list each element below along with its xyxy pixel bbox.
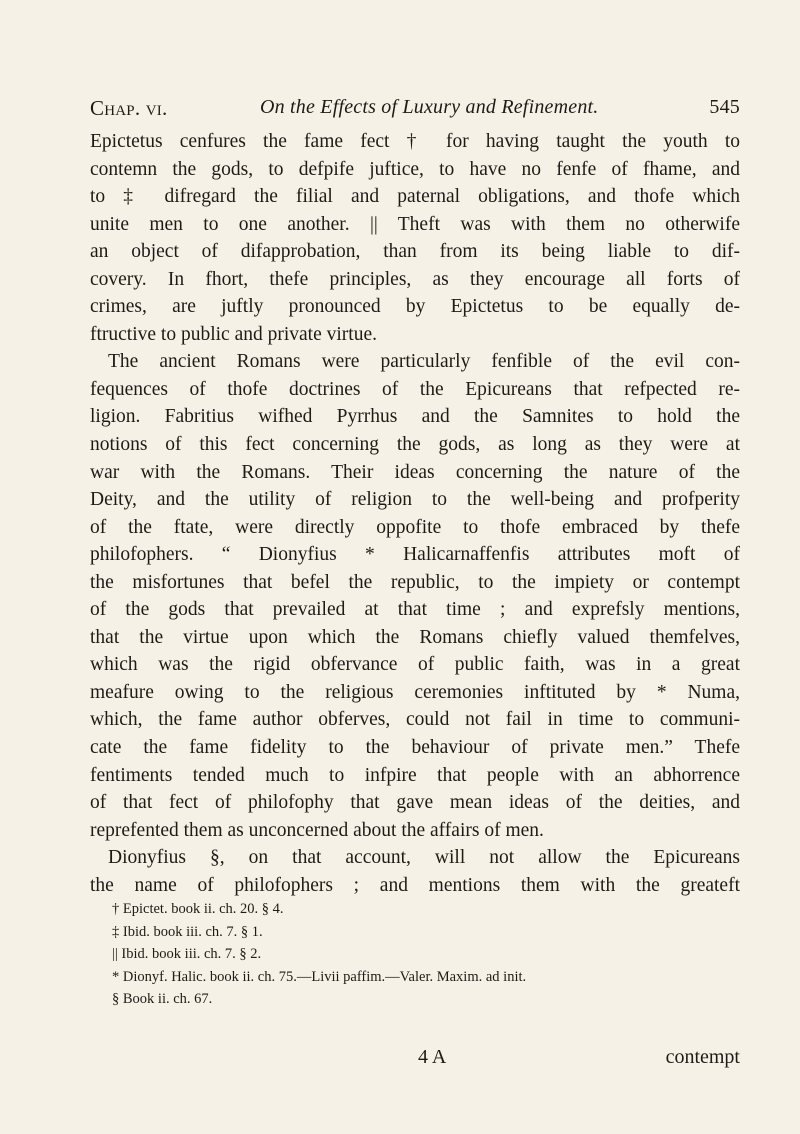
text-line: contemn the gods, to defpife juftice, to have no fenfe of fhame, and [90,158,740,180]
text-line: Epictetus cenfures the fame fect † for having taught the youth to [90,131,740,152]
text-line: ligion. Fabritius wifhed Pyrrhus and the Samnites to hold the [90,406,740,428]
text-line: Deity, and the utility of religion to the well-being and profperity [90,489,740,511]
page-number: 545 [709,96,740,118]
text-line: fequences of thofe doctrines of the Epicureans that refpected re- [90,378,740,400]
footnote: § Book ii. ch. 67. [112,991,213,1008]
text-line: notions of this fect concerning the gods, as long as they were at [90,434,740,456]
text-line: ftructive to public and private virtue. [90,323,377,345]
text-line: cate the fame fidelity to the behaviour of private men.” Thefe [90,737,740,759]
catchword: contempt [665,1046,740,1068]
text-line: covery. In fhort, thefe principles, as they encourage all forts of [90,268,740,290]
text-line: unite men to one another. || Theft was with them no otherwife [90,213,740,235]
text-line: of the ftate, were directly oppofite to thofe embraced by thefe [90,516,740,538]
footnote: * Dionyf. Halic. book ii. ch. 75.—Livii paffim.—Valer. Maxim. ad init. [112,968,527,985]
text-line: of that fect of philofophy that gave mean ideas of the deities, and [90,792,740,814]
catchline [90,1046,740,1076]
text-line: the misfortunes that befel the republic, to the impiety or contempt [90,571,740,593]
text-line: reprefented them as unconcerned about the affairs of men. [90,819,544,841]
text-line: which was the rigid obfervance of public faith, was in a great [90,654,740,676]
text-line: philofophers. “ Dionyfius * Halicarnaffenfis attributes moft of [90,544,740,566]
text-line: war with the Romans. Their ideas concerning the nature of the [90,461,740,483]
signature-mark: 4 A [418,1046,447,1068]
footnotes [112,898,742,1011]
text-line: The ancient Romans were particularly fenfible of the evil con- [108,351,740,373]
text-line: crimes, are juftly pronounced by Epictetus to be equally de- [90,296,740,318]
text-line: which, the fame author obferves, could not fail in time to communi- [90,709,740,731]
text-line: to ‡ difregard the filial and paternal obligations, and thofe which [90,186,740,208]
text-line: the name of philofophers ; and mentions them with the greateft [90,874,740,896]
footnote: ‡ Ibid. book iii. ch. 7. § 1. [112,923,263,940]
page-title: On the Effects of Luxury and Refinement. [260,96,599,118]
text-line: Dionyfius §, on that account, will not allow the Epicureans [108,847,740,869]
text-line: of the gods that prevailed at that time ; and exprefsly mentions, [90,599,740,621]
running-head [90,96,740,126]
footnote: † Epictet. book ii. ch. 20. § 4. [112,901,284,917]
text-line: that the virtue upon which the Romans chiefly valued themfelves, [90,626,740,648]
footnote: || Ibid. book iii. ch. 7. § 2. [112,946,262,963]
text-line: meafure owing to the religious ceremonies inftituted by * Numa, [90,681,740,703]
text-line: an object of difapprobation, than from its being liable to dif- [90,241,740,263]
chapter-label: Chap. vi. [90,96,168,120]
text-line: fentiments tended much to infpire that people with an abhorrence [90,764,740,786]
body-text [90,128,740,899]
